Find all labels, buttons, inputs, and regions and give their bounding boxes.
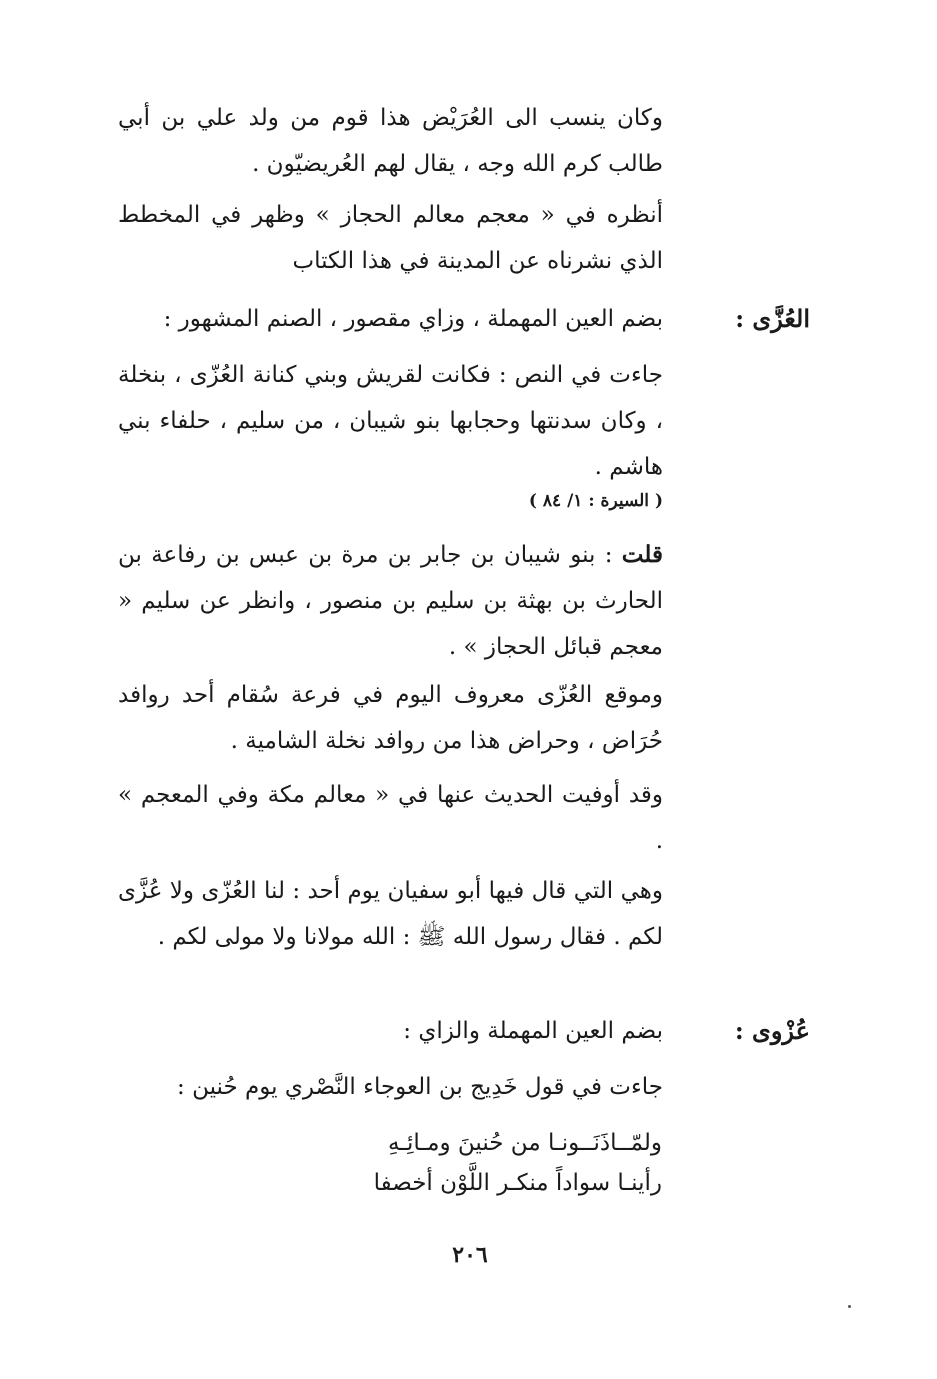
verse-line-1: ولمّــاذَنَــونـا من حُنينَ ومـائِـهِ [387, 1130, 662, 1156]
term-uzwa: عُزْوى : [734, 1016, 810, 1045]
term-uzza: العُزَّى : [735, 304, 810, 333]
verse-line-2: رأينـا سواداً منكـر اللَّوْن أخصفا [373, 1170, 662, 1196]
paragraph-areed: وكان ينسب الى العُرَيْض هذا قوم من ولد علي بن أبي طالب كرم الله وجه ، يقال لهم العُريضيّون . [118, 105, 663, 177]
paragraph-qultu [118, 532, 663, 670]
qultu-body: : بنو شيبان بن جابر بن مرة بن عبس بن رفاعة بن الحارث بن بهثة بن سليم بن منصور ، وانظر عن سليم « معجم قبائل الحجاز » . [118, 542, 663, 660]
paragraph-see-hijaz: أنظره في « معجم معالم الحجاز » وظهر في المخطط الذي نشرناه عن المدينة في هذا الكتاب [118, 202, 663, 274]
paragraph-abu-sufyan: وهي التي قال فيها أبو سفيان يوم أحد : لنا العُزّى ولا عُزَّى لكم . فقال رسول الله ﷺ : الله مولانا ولا مولى لكم . [118, 878, 663, 950]
paragraph-location: وموقع العُزّى معروف اليوم في فرعة سُقام أحد روافد حُرَاض ، وحراض هذا من روافد نخلة الشامية . [118, 682, 663, 754]
paragraph-khadeej: جاءت في قول خَدِيج بن العوجاء النَّصْري يوم حُنين : [177, 1074, 663, 1100]
paragraph-uzza-definition: بضم العين المهملة ، وزاي مقصور ، الصنم المشهور : [163, 306, 663, 332]
paragraph-uzwa-definition: بضم العين المهملة والزاي : [403, 1018, 663, 1044]
qultu-lead: قلت [621, 541, 663, 568]
speck-mark [848, 1305, 851, 1308]
citation-seerah: ( السيرة : ١/ ٨٤ ) [528, 491, 663, 511]
page-number: ٢٠٦ [452, 1242, 488, 1268]
paragraph-makkah: وقد أوفيت الحديث عنها في « معالم مكة وفي المعجم » . [118, 782, 663, 854]
paragraph-uzza-text: جاءت في النص : فكانت لقريش وبني كنانة العُزّى ، بنخلة ، وكان سدنتها وحجابها بنو شيبان ، من سليم ، حلفاء بني هاشم . [118, 362, 663, 480]
